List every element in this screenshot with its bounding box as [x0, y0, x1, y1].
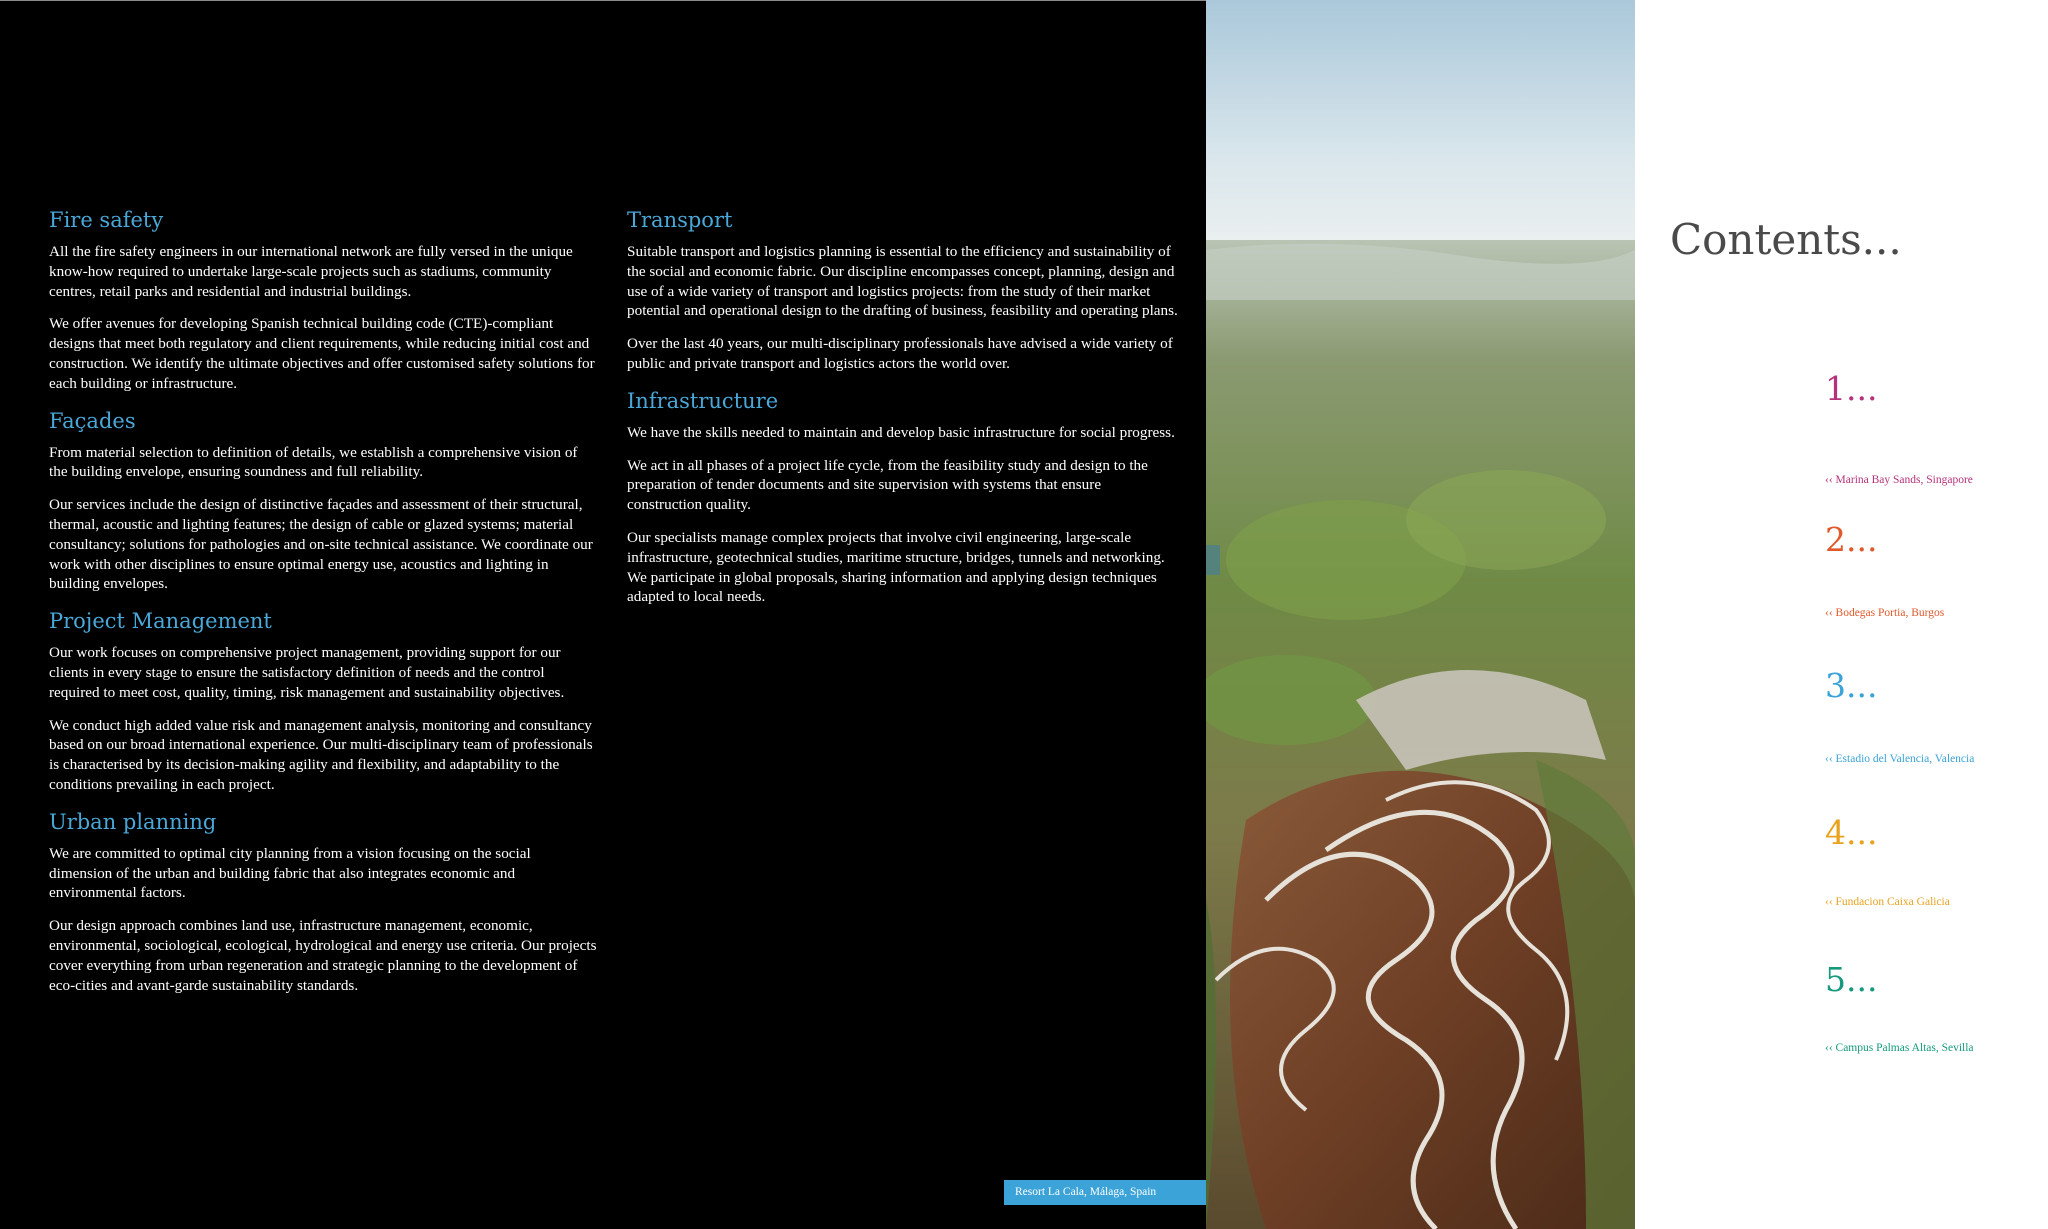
contents-caption: ‹‹ Estadio del Valencia, Valencia [1825, 753, 1975, 765]
section-paragraph: Our services include the design of distinctive façades and assessment of their structural, thermal, acoustic and lighting features; the design of cable or glazed systems; material consultancy; solutions for pathologies and on-site technical assistance. We coordinate our work with other disciplines to ensure optimal energy use, acoustics and lighting in building envelopes. [49, 496, 593, 593]
contents-number: 2... [1825, 520, 1878, 559]
section-paragraph: Our specialists manage complex projects that involve civil engineering, large-scale infrastructure, geotechnical studies, maritime structure, bridges, tunnels and networking. We participate in global proposals, sharing information and applying design techniques adapted to local needs. [627, 528, 1165, 606]
contents-panel [1635, 0, 2048, 1229]
section-paragraph: We conduct high added value risk and management analysis, monitoring and consultancy based on our broad international experience. Our multi-disciplinary team of professionals is characterised by its decision-making agility and flexibility, and adaptability to the conditions prevailing in each project. [49, 716, 593, 793]
contents-number: 4... [1825, 813, 1878, 852]
section-urban-planning [49, 808, 597, 996]
section-paragraph: Suitable transport and logistics planning is essential to the efficiency and sustainability of the social and economic fabric. Our discipline encompasses concept, planning, design and use of a wide variety of transport and logistics projects: from the study of their market potential and operational design to the drafting of business, feasibility and operating plans. [627, 243, 1178, 320]
section-heading: Infrastructure [627, 388, 779, 413]
section-paragraph: Over the last 40 years, our multi-disciplinary professionals have advised a wide variety of public and private transport and logistics actors the world over. [627, 335, 1173, 372]
section-heading: Fire safety [49, 208, 164, 232]
contents-caption: ‹‹ Marina Bay Sands, Singapore [1825, 474, 1973, 486]
section-paragraph: We are committed to optimal city planning from a vision focusing on the social dimension of the urban and building fabric that also integrates economic and environmental factors. [49, 844, 531, 902]
section-paragraph: From material selection to definition of details, we establish a comprehensive vision of the building envelope, ensuring soundness and full reliability. [49, 443, 578, 481]
contents-number: 3... [1825, 666, 1878, 705]
section-paragraph: We have the skills needed to maintain and develop basic infrastructure for social progress. [627, 423, 1175, 441]
contents-caption: ‹‹ Fundacion Caixa Galicia [1825, 896, 1950, 908]
section-paragraph: We act in all phases of a project life cycle, from the feasibility study and design to the preparation of tender documents and site supervision with systems that ensure construction quality. [627, 456, 1148, 514]
contents-number: 1... [1825, 369, 1878, 408]
services-column-2 [627, 206, 1179, 620]
photo-caption: Resort La Cala, Málaga, Spain [1004, 1180, 1206, 1205]
contents-entry[interactable] [1825, 960, 1974, 1054]
section-project-management [49, 607, 597, 795]
section-heading: Project Management [49, 609, 272, 634]
contents-entry[interactable] [1825, 666, 1975, 765]
contents-number: 5... [1825, 960, 1878, 999]
contents-entry[interactable] [1825, 520, 1945, 619]
section-paragraph: Our design approach combines land use, infrastructure management, economic, environmental, sociological, ecological, hydrological and energy use criteria. Our projects cover everything from urban regeneration and strategic planning to the development of eco-cities and avant-garde sustainability standards. [49, 917, 597, 994]
section-heading: Transport [627, 208, 733, 232]
section-facades [49, 407, 597, 595]
section-paragraph: Our work focuses on comprehensive project management, providing support for our clients in every stage to ensure the satisfactory definition of needs and the control required to meet cost, quality, timing, risk management and sustainability objectives. [49, 644, 565, 701]
contents-caption: ‹‹ Bodegas Portia, Burgos [1825, 607, 1945, 619]
section-heading: Façades [49, 408, 136, 433]
contents-entry[interactable] [1825, 369, 1973, 486]
section-transport [627, 206, 1179, 374]
section-infrastructure [627, 387, 1179, 607]
services-column-1 [49, 206, 597, 1008]
contents-entry[interactable] [1825, 813, 1950, 908]
section-fire-safety [49, 206, 597, 394]
contents-title: Contents... [1670, 215, 1902, 264]
contents-caption: ‹‹ Campus Palmas Altas, Sevilla [1825, 1042, 1974, 1054]
section-heading: Urban planning [49, 809, 217, 834]
section-paragraph: We offer avenues for developing Spanish technical building code (CTE)-compliant designs that meet both regulatory and client requirements, while reducing initial cost and construction. We identify the ultimate objectives and offer customised safety solutions for each building or infrastructure. [49, 315, 595, 392]
aerial-landscape-photo [1206, 0, 1635, 1229]
section-paragraph: All the fire safety engineers in our international network are fully versed in the unique know-how required to undertake large-scale projects such as stadiums, community centres, retail parks and residential and industrial buildings. [49, 243, 573, 300]
